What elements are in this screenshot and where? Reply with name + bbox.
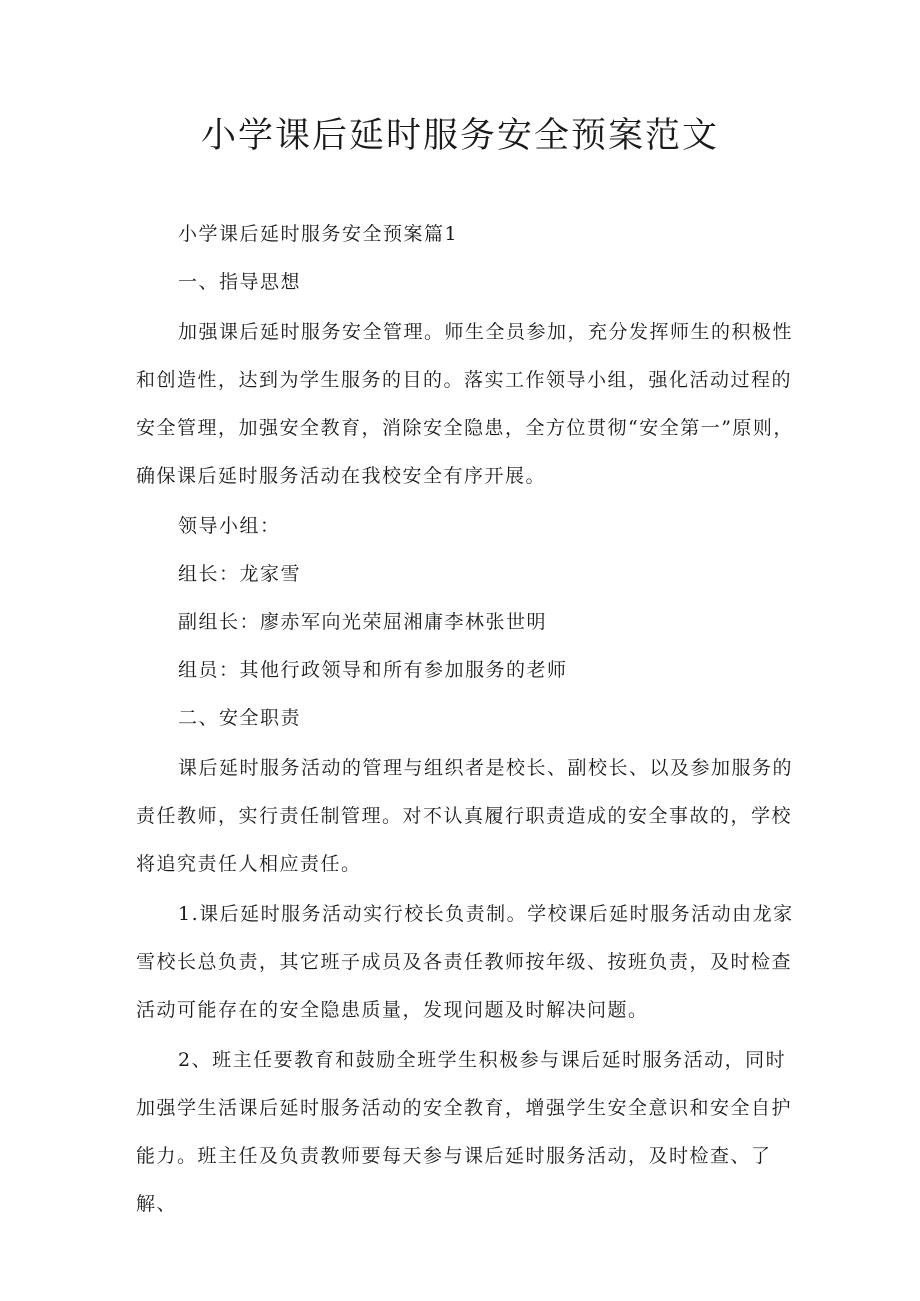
paragraph-deputy-leaders: 副组长：廖赤军向光荣屈湘庸李林张世明 (178, 611, 548, 633)
paragraph-duty-item-1: 1.课后延时服务活动实行校长负责制。学校课后延时服务活动由龙家雪校长总负责，其它班子成员及各责任教师按年级、按班负责，及时检查活动可能存在的安全隐患质量，发现问题及时解决问题。 (136, 903, 794, 1021)
document-title: 小学课后延时服务安全预案范文 (200, 116, 719, 156)
section-heading-guiding-ideology: 一、指导思想 (178, 271, 302, 293)
section-heading-part-1: 小学课后延时服务安全预案篇1 (178, 223, 459, 245)
paragraph-guiding-ideology: 加强课后延时服务安全管理。师生全员参加，充分发挥师生的积极性和创造性，达到为学生服务的目的。落实工作领导小组，强化活动过程的安全管理，加强安全教育，消除安全隐患，全方位贯彻“安全第一”原则，确保课后延时服务活动在我校安全有序开展。 (136, 321, 794, 487)
document-body (136, 210, 796, 1228)
section-heading-safety-duties: 二、安全职责 (178, 707, 302, 729)
paragraph-safety-duties: 课后延时服务活动的管理与组织者是校长、副校长、以及参加服务的责任教师，实行责任制管理。对不认真履行职责造成的安全事故的，学校将追究责任人相应责任。 (136, 757, 794, 875)
paragraph-group-members: 组员：其他行政领导和所有参加服务的老师 (178, 659, 568, 681)
paragraph-leadership-group: 领导小组： (178, 515, 281, 537)
paragraph-group-leader: 组长：龙家雪 (178, 563, 302, 585)
paragraph-duty-item-2: 2、班主任要教育和鼓励全班学生积极参与课后延时服务活动，同时加强学生活课后延时服务活动的安全教育，增强学生安全意识和安全自护能力。班主任及负责教师要每天参与课后延时服务活动，及时检查、了解、 (136, 1049, 793, 1215)
